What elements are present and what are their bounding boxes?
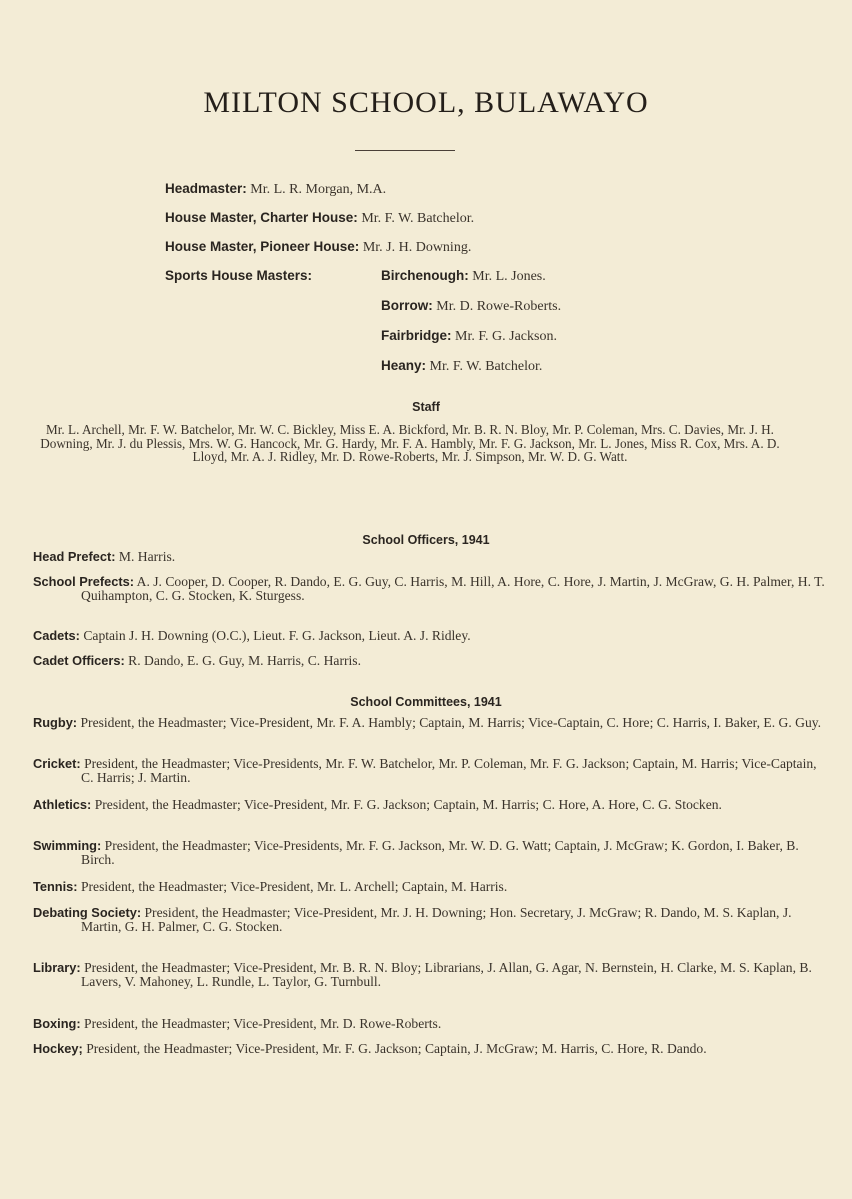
headmaster-line [165, 181, 386, 198]
committee-text: President, the Headmaster; Vice-President, Mr. F. G. Jackson; Captain, M. Harris; C. Hore, A. Hore, C. G. Stocken. [94, 797, 722, 812]
committee-label: Athletics: [33, 797, 92, 812]
committee-label: Hockey; [33, 1041, 83, 1056]
committee-entry-rugby [33, 716, 831, 730]
fairbridge-line [381, 328, 557, 345]
committee-entry-tennis [33, 880, 831, 894]
staff-list: Mr. L. Archell, Mr. F. W. Batchelor, Mr. W. C. Bickley, Miss E. A. Bickford, Mr. B. R. N. Bloy, Mr. P. Coleman, Mrs. C. Davies, Mr. J. H. Downing, Mr. J. du Plessis, Mrs. W. G. Hancock, Mr. G. Hardy, Mr. F. A. Hambly, Mr. F. G. Jackson, Mr. L. Jones, Miss R. Cox, Mrs. A. D. Lloyd, Mr. A. J. Ridley, Mr. D. Rowe-Roberts, Mr. J. Simpson, Mr. W. D. G. Watt. [40, 422, 780, 465]
committee-entry-debating-society [33, 906, 831, 934]
headmaster-value: Mr. L. R. Morgan, M.A. [250, 182, 387, 197]
officer-label: Cadets: [33, 628, 80, 643]
pioneer-house-master-value: Mr. J. H. Downing. [362, 240, 472, 255]
birchenough-label: Birchenough: [381, 268, 469, 283]
heany-line [381, 358, 542, 375]
charter-house-master-line [165, 210, 474, 227]
officers-heading: School Officers, 1941 [362, 533, 490, 547]
committees-heading: School Committees, 1941 [350, 695, 502, 709]
birchenough-line [381, 268, 546, 285]
heany-label: Heany: [381, 358, 427, 373]
committee-entry-hockey [33, 1042, 831, 1056]
committee-text: President, the Headmaster; Vice-President, Mr. F. G. Jackson; Captain, J. McGraw; M. Harris, C. Hore, R. Dando. [86, 1041, 707, 1056]
charter-house-master-value: Mr. F. W. Batchelor. [361, 211, 475, 226]
pioneer-house-master-label: House Master, Pioneer House: [165, 239, 360, 254]
committee-text: President, the Headmaster; Vice-Presidents, Mr. F. G. Jackson, Mr. W. D. G. Watt; Captain, J. McGraw; K. Gordon, I. Baker, B. Birch. [81, 838, 799, 867]
officer-text: M. Harris. [118, 549, 176, 564]
committee-label: Rugby: [33, 715, 78, 730]
committee-entry-library [33, 961, 831, 989]
committee-text: President, the Headmaster; Vice-President, Mr. L. Archell; Captain, M. Harris. [80, 879, 508, 894]
committee-text: President, the Headmaster; Vice-President, Mr. D. Rowe-Roberts. [84, 1016, 442, 1031]
borrow-line [381, 298, 561, 315]
charter-house-master-label: House Master, Charter House: [165, 210, 358, 225]
officer-entry-cadet-officers [33, 654, 831, 668]
officer-text: Captain J. H. Downing (O.C.), Lieut. F. G. Jackson, Lieut. A. J. Ridley. [83, 628, 471, 643]
officer-entry-school-prefects [33, 575, 831, 603]
title-divider [355, 150, 455, 151]
committee-text: President, the Headmaster; Vice-President, Mr. B. R. N. Bloy; Librarians, J. Allan, G. Agar, N. Bernstein, H. Clarke, M. S. Kaplan, B. Lavers, V. Mahoney, L. Rundle, L. Taylor, G. Turnbull. [81, 960, 812, 989]
officer-label: School Prefects: [33, 574, 134, 589]
committee-label: Swimming: [33, 838, 102, 853]
committee-entry-cricket [33, 757, 831, 785]
birchenough-value: Mr. L. Jones. [472, 269, 546, 284]
committee-label: Tennis: [33, 879, 78, 894]
committee-label: Debating Society: [33, 905, 142, 920]
officer-entry-head-prefect [33, 550, 831, 564]
officer-label: Cadet Officers: [33, 653, 125, 668]
heany-value: Mr. F. W. Batchelor. [429, 359, 543, 374]
committee-entry-athletics [33, 798, 831, 812]
staff-heading: Staff [412, 400, 440, 414]
pioneer-house-master-line [165, 239, 471, 256]
committee-entry-boxing [33, 1017, 831, 1031]
officer-label: Head Prefect: [33, 549, 116, 564]
page-title: MILTON SCHOOL, BULAWAYO [203, 86, 649, 119]
borrow-value: Mr. D. Rowe-Roberts. [436, 299, 562, 314]
committee-text: President, the Headmaster; Vice-Presidents, Mr. F. W. Batchelor, Mr. P. Coleman, Mr. F. G. Jackson; Captain, M. Harris; Vice-Captain, C. Harris; J. Martin. [81, 756, 817, 785]
committee-label: Cricket: [33, 756, 81, 771]
committee-label: Boxing: [33, 1016, 81, 1031]
officer-text: A. J. Cooper, D. Cooper, R. Dando, E. G. Guy, C. Harris, M. Hill, A. Hore, C. Hore, J. Martin, J. McGraw, G. H. Palmer, H. T. Quihampton, C. G. Stocken, K. Sturgess. [81, 574, 825, 603]
committee-text: President, the Headmaster; Vice-President, Mr. F. A. Hambly; Captain, M. Harris; Vice-Captain, C. Hore; C. Harris, I. Baker, E. G. Guy. [80, 715, 822, 730]
borrow-label: Borrow: [381, 298, 433, 313]
sports-house-masters-line [165, 268, 312, 285]
sports-house-masters-label: Sports House Masters: [165, 268, 313, 283]
committee-label: Library: [33, 960, 81, 975]
fairbridge-label: Fairbridge: [381, 328, 452, 343]
committee-text: President, the Headmaster; Vice-President, Mr. J. H. Downing; Hon. Secretary, J. McGraw; R. Dando, M. S. Kaplan, J. Martin, G. H. Palmer, C. G. Stocken. [81, 905, 792, 934]
fairbridge-value: Mr. F. G. Jackson. [455, 329, 557, 344]
officer-text: R. Dando, E. G. Guy, M. Harris, C. Harris. [128, 653, 361, 668]
committee-entry-swimming [33, 839, 831, 867]
headmaster-label: Headmaster: [165, 181, 247, 196]
officer-entry-cadets [33, 629, 831, 643]
